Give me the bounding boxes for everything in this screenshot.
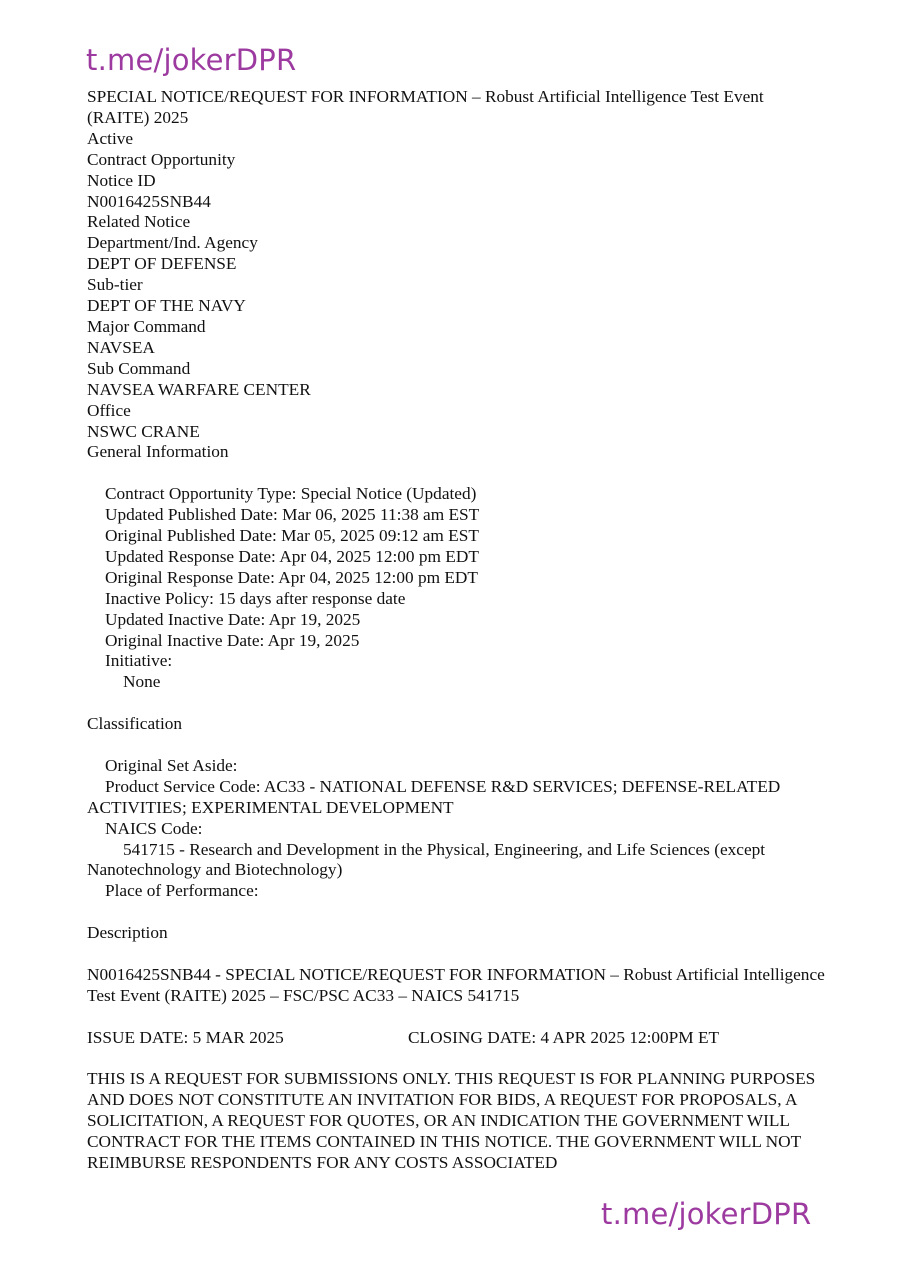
spacer bbox=[87, 735, 827, 756]
description-body: THIS IS A REQUEST FOR SUBMISSIONS ONLY. THIS REQUEST IS FOR PLANNING PURPOSES AND DOES NOT CONSTITUTE AN INVITATION FOR BIDS, A REQUEST FOR PROPOSALS, A SOLICITATION, A REQUEST FOR QUOTES, OR AN INDICATION THE GOVERNMENT WILL CONTRACT FOR THE ITEMS CONTAINED IN THIS NOTICE. THE GOVERNMENT WILL NOT REIMBURSE RESPONDENTS FOR ANY COSTS ASSOCIATED bbox=[87, 1069, 819, 1173]
sub-command-value: NAVSEA WARFARE CENTER bbox=[87, 379, 311, 399]
description-summary: N0016425SNB44 - SPECIAL NOTICE/REQUEST FOR INFORMATION – Robust Artificial Intelligence Test Event (RAITE) 2025 – FSC/PSC AC33 – NAICS 541715 bbox=[87, 964, 829, 1005]
general-information-heading: General Information bbox=[87, 442, 229, 462]
watermark-band-top bbox=[0, 43, 904, 78]
spacer bbox=[87, 693, 827, 714]
notice-id-label: Notice ID bbox=[87, 170, 156, 190]
status-badge: Active bbox=[87, 128, 134, 148]
document-page bbox=[87, 87, 827, 1174]
general-info-field: Updated Published Date: Mar 06, 2025 11:38 am EST bbox=[105, 505, 480, 525]
spacer bbox=[87, 1049, 827, 1070]
watermark-top: t.me/jokerDPR bbox=[86, 43, 297, 77]
classification-heading: Classification bbox=[87, 714, 183, 734]
major-command-value: NAVSEA bbox=[87, 337, 155, 357]
description-heading: Description bbox=[87, 923, 168, 943]
spacer bbox=[87, 902, 827, 923]
department-value: DEPT OF DEFENSE bbox=[87, 254, 237, 274]
general-info-field: Inactive Policy: 15 days after response date bbox=[105, 588, 406, 608]
watermark-bottom: t.me/jokerDPR bbox=[601, 1197, 812, 1231]
watermark-band-bottom bbox=[0, 1197, 904, 1232]
general-info-field: Initiative: bbox=[105, 651, 173, 671]
general-info-field: Contract Opportunity Type: Special Notice (Updated) bbox=[105, 484, 477, 504]
notice-id-value: N0016425SNB44 bbox=[87, 191, 211, 211]
closing-date: CLOSING DATE: 4 APR 2025 12:00PM ET bbox=[408, 1027, 720, 1047]
set-aside-label: Original Set Aside: bbox=[105, 755, 238, 775]
major-command-label: Major Command bbox=[87, 316, 206, 336]
place-of-performance-label: Place of Performance: bbox=[105, 881, 259, 901]
naics-value: 541715 - Research and Development in the Physical, Engineering, and Life Sciences (except Nanotechnology and Biotechnology) bbox=[87, 839, 770, 880]
notice-title: SPECIAL NOTICE/REQUEST FOR INFORMATION – Robust Artificial Intelligence Test Event (RAITE) 2025 bbox=[87, 87, 769, 127]
product-service-code: Product Service Code: AC33 - NATIONAL DEFENSE R&D SERVICES; DEFENSE-RELATED ACTIVITIES; EXPERIMENTAL DEVELOPMENT bbox=[87, 776, 784, 817]
department-label: Department/Ind. Agency bbox=[87, 233, 258, 253]
general-info-field: Original Response Date: Apr 04, 2025 12:00 pm EDT bbox=[105, 567, 478, 587]
opportunity-type: Contract Opportunity bbox=[87, 149, 236, 169]
sub-command-label: Sub Command bbox=[87, 358, 191, 378]
dates-row bbox=[87, 1028, 827, 1049]
spacer bbox=[87, 463, 827, 484]
naics-label: NAICS Code: bbox=[105, 818, 203, 838]
spacer bbox=[87, 1007, 827, 1028]
office-label: Office bbox=[87, 400, 131, 420]
subtier-label: Sub-tier bbox=[87, 275, 143, 295]
subtier-value: DEPT OF THE NAVY bbox=[87, 296, 246, 316]
general-info-field: Original Inactive Date: Apr 19, 2025 bbox=[105, 630, 360, 650]
initiative-value: None bbox=[123, 672, 161, 692]
office-value: NSWC CRANE bbox=[87, 421, 200, 441]
general-info-field: Original Published Date: Mar 05, 2025 09:12 am EST bbox=[105, 526, 479, 546]
spacer bbox=[87, 944, 827, 965]
related-notice-label: Related Notice bbox=[87, 212, 191, 232]
general-info-field: Updated Response Date: Apr 04, 2025 12:00 pm EDT bbox=[105, 546, 479, 566]
general-info-field: Updated Inactive Date: Apr 19, 2025 bbox=[105, 609, 361, 629]
issue-date: ISSUE DATE: 5 MAR 2025 bbox=[87, 1027, 284, 1047]
